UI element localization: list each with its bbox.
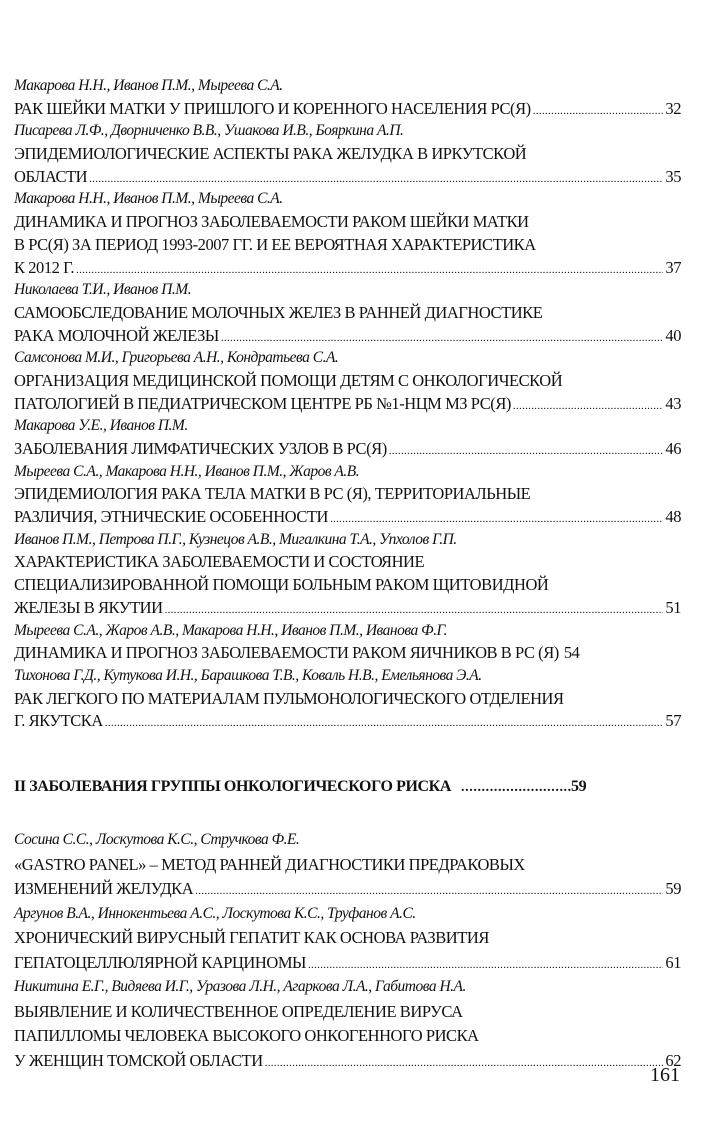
toc-entry[interactable] [14, 529, 681, 620]
entry-authors: Аргунов В.А., Иннокентьева А.С., Лоскутова К.С., Труфанов А.С. [14, 904, 416, 922]
entry-title-text: РАЗЛИЧИЯ, ЭТНИЧЕСКИЕ ОСОБЕННОСТИ [14, 507, 328, 527]
entry-title-line: ХАРАКТЕРИСТИКА ЗАБОЛЕВАЕМОСТИ И СОСТОЯНИЕ [14, 552, 425, 572]
entry-title-last-line [14, 325, 681, 348]
entry-title-text: ИЗМЕНЕНИЙ ЖЕЛУДКА [14, 879, 194, 898]
dot-leader [308, 953, 663, 978]
entry-title-last-line [14, 710, 681, 733]
entry-title-last-line [14, 951, 681, 976]
entry-authors: Сосина С.С., Лоскутова К.С., Стручкова Ф.Е. [14, 831, 300, 848]
entry-title-line: ХРОНИЧЕСКИЙ ВИРУСНЫЙ ГЕПАТИТ КАК ОСНОВА РАЗВИТИЯ [14, 928, 489, 947]
entry-title-last-line [14, 506, 681, 529]
toc-entry[interactable] [14, 975, 681, 1073]
entry-title-line: ДИНАМИКА И ПРОГНОЗ ЗАБОЛЕВАЕМОСТИ РАКОМ ШЕЙКИ МАТКИ [14, 212, 529, 232]
dot-leader [76, 259, 663, 282]
dot-leader [89, 168, 663, 191]
entry-authors: Самсонова М.И., Григорьева А.Н., Кондратьева С.А. [14, 349, 339, 367]
entry-authors: Мыреева С.А., Макарова Н.Н., Иванов П.М., Жаров А.В. [14, 462, 360, 480]
entry-page: 37 [665, 257, 681, 277]
entry-page: 35 [665, 166, 681, 186]
entry-title-last-line [14, 438, 681, 461]
entry-title-last-line [14, 597, 681, 620]
dot-leader [105, 712, 664, 735]
dot-leader [165, 599, 664, 622]
toc-entry[interactable] [14, 75, 681, 120]
entry-authors: Николаева Т.И., Иванов П.М. [14, 281, 192, 299]
entry-title-line: РАК ЛЕГКОГО ПО МАТЕРИАЛАМ ПУЛЬМОНОЛОГИЧЕСКОГО ОТДЕЛЕНИЯ [14, 688, 564, 708]
entry-title-line: СПЕЦИАЛИЗИРОВАННОЙ ПОМОЩИ БОЛЬНЫМ РАКОМ ЩИТОВИДНОЙ [14, 575, 549, 595]
toc-list-part1 [14, 75, 681, 733]
dot-leader [330, 508, 663, 531]
entry-page: 54 [563, 643, 580, 663]
entry-authors: Писарева Л.Ф., Дворниченко В.В., Ушакова И.В., Бояркина А.П. [14, 122, 404, 140]
section-page: 59 [571, 778, 587, 795]
entry-title-text: У ЖЕНЩИН ТОМСКОЙ ОБЛАСТИ [14, 1050, 263, 1070]
entry-title-last-line [14, 393, 681, 416]
entry-title-last-line [14, 98, 681, 121]
entry-title-line: В РС(Я) ЗА ПЕРИОД 1993-2007 ГГ. И ЕЕ ВЕРОЯТНАЯ ХАРАКТЕРИСТИКА [14, 234, 536, 254]
toc-entry[interactable] [14, 461, 681, 529]
entry-title-text: РАКА МОЛОЧНОЙ ЖЕЛЕЗЫ [14, 325, 219, 345]
entry-authors: Макарова Н.Н., Иванов П.М., Мыреева С.А. [14, 77, 283, 94]
dot-leader [461, 780, 571, 796]
section-title: II ЗАБОЛЕВАНИЯ ГРУППЫ ОНКОЛОГИЧЕСКОГО РИСКА [14, 778, 452, 795]
entry-authors: Никитина Е.Г., Видяева И.Г., Уразова Л.Н., Агаркова Л.А., Габитова Н.А. [14, 978, 466, 995]
entry-title-text: К 2012 Г. [14, 257, 75, 277]
toc-entry[interactable] [14, 279, 681, 347]
entry-title-line: САМООБСЛЕДОВАНИЕ МОЛОЧНЫХ ЖЕЛЕЗ В РАННЕЙ ДИАГНОСТИКЕ [14, 302, 543, 322]
entry-title-text: ЗАБОЛЕВАНИЯ ЛИМФАТИЧЕСКИХ УЗЛОВ В РС(Я) [14, 439, 387, 458]
toc-list-part2 [14, 828, 681, 1073]
entry-title-last-line [14, 257, 681, 280]
entry-authors: Иванов П.М., Петрова П.Г., Кузнецов А.В., Мигалкина Т.А., Упхолов Г.П. [14, 530, 457, 548]
entry-title-text: ПАТОЛОГИЕЙ В ПЕДИАТРИЧЕСКОМ ЦЕНТРЕ РБ №1-НЦМ МЗ РС(Я) [14, 393, 511, 413]
entry-title-text: ДИНАМИКА И ПРОГНОЗ ЗАБОЛЕВАЕМОСТИ РАКОМ ЯИЧНИКОВ В РС (Я) [14, 643, 559, 663]
entry-title-last-line [14, 642, 681, 665]
entry-page: 57 [665, 711, 681, 731]
entry-title-text: РАК ШЕЙКИ МАТКИ У ПРИШЛОГО И КОРЕННОГО НАСЕЛЕНИЯ РС(Я) [14, 98, 531, 118]
entry-authors: Макарова Н.Н., Иванов П.М., Мыреева С.А. [14, 190, 283, 208]
dot-leader [513, 395, 663, 418]
entry-title-line: ЭПИДЕМИОЛОГИЯ РАКА ТЕЛА МАТКИ В РС (Я), ТЕРРИТОРИАЛЬНЫЕ [14, 484, 531, 504]
dot-leader [221, 327, 664, 350]
entry-title-text: Г. ЯКУТСКА [14, 711, 103, 731]
entry-title-line: ЭПИДЕМИОЛОГИЧЕСКИЕ АСПЕКТЫ РАКА ЖЕЛУДКА В ИРКУТСКОЙ [14, 144, 527, 164]
page-number: 161 [650, 1064, 680, 1086]
toc-section-heading[interactable] [14, 778, 681, 796]
entry-title-line: «GASTRO PANEL» – МЕТОД РАННЕЙ ДИАГНОСТИКИ ПРЕДРАКОВЫХ [14, 854, 525, 874]
entry-page: 40 [665, 325, 681, 345]
toc-entry[interactable] [14, 415, 681, 460]
entry-title-last-line [14, 166, 681, 189]
entry-page: 61 [665, 952, 681, 972]
dot-leader [533, 100, 664, 123]
entry-title-line: ПАПИЛЛОМЫ ЧЕЛОВЕКА ВЫСОКОГО ОНКОГЕННОГО РИСКА [14, 1026, 479, 1045]
toc-entry[interactable] [14, 620, 681, 665]
dot-leader [389, 440, 664, 463]
entry-page: 51 [665, 597, 681, 617]
toc-entry[interactable] [14, 120, 681, 188]
dot-leader [195, 879, 663, 904]
entry-authors: Мыреева С.А., Жаров А.В., Макарова Н.Н., Иванов П.М., Иванова Ф.Г. [14, 621, 447, 639]
entry-page: 48 [665, 507, 681, 527]
entry-title-text: ЖЕЛЕЗЫ В ЯКУТИИ [14, 597, 163, 617]
toc-entry[interactable] [14, 188, 681, 279]
entry-title-last-line [14, 877, 681, 902]
entry-authors: Тихонова Г.Д., Кутукова И.Н., Барашкова Т.В., Коваль Н.В., Емельянова Э.А. [14, 666, 482, 684]
dot-leader [265, 1051, 664, 1076]
entry-page: 59 [665, 879, 681, 898]
entry-title-last-line [14, 1049, 681, 1074]
entry-page: 46 [665, 439, 681, 458]
toc-entry[interactable] [14, 828, 681, 902]
entry-page: 43 [665, 393, 681, 413]
entry-title-line: ВЫЯВЛЕНИЕ И КОЛИЧЕСТВЕННОЕ ОПРЕДЕЛЕНИЕ ВИРУСА [14, 1001, 463, 1021]
toc-entry[interactable] [14, 902, 681, 976]
entry-title-text: ОБЛАСТИ [14, 166, 88, 186]
toc-entry[interactable] [14, 665, 681, 733]
entry-title-text: ГЕПАТОЦЕЛЛЮЛЯРНОЙ КАРЦИНОМЫ [14, 952, 306, 972]
entry-page: 62 [665, 1050, 681, 1070]
toc-entry[interactable] [14, 347, 681, 415]
entry-page: 32 [665, 98, 681, 118]
entry-title-line: ОРГАНИЗАЦИЯ МЕДИЦИНСКОЙ ПОМОЩИ ДЕТЯМ С ОНКОЛОГИЧЕСКОЙ [14, 370, 563, 390]
entry-authors: Макарова У.Е., Иванов П.М. [14, 417, 188, 435]
